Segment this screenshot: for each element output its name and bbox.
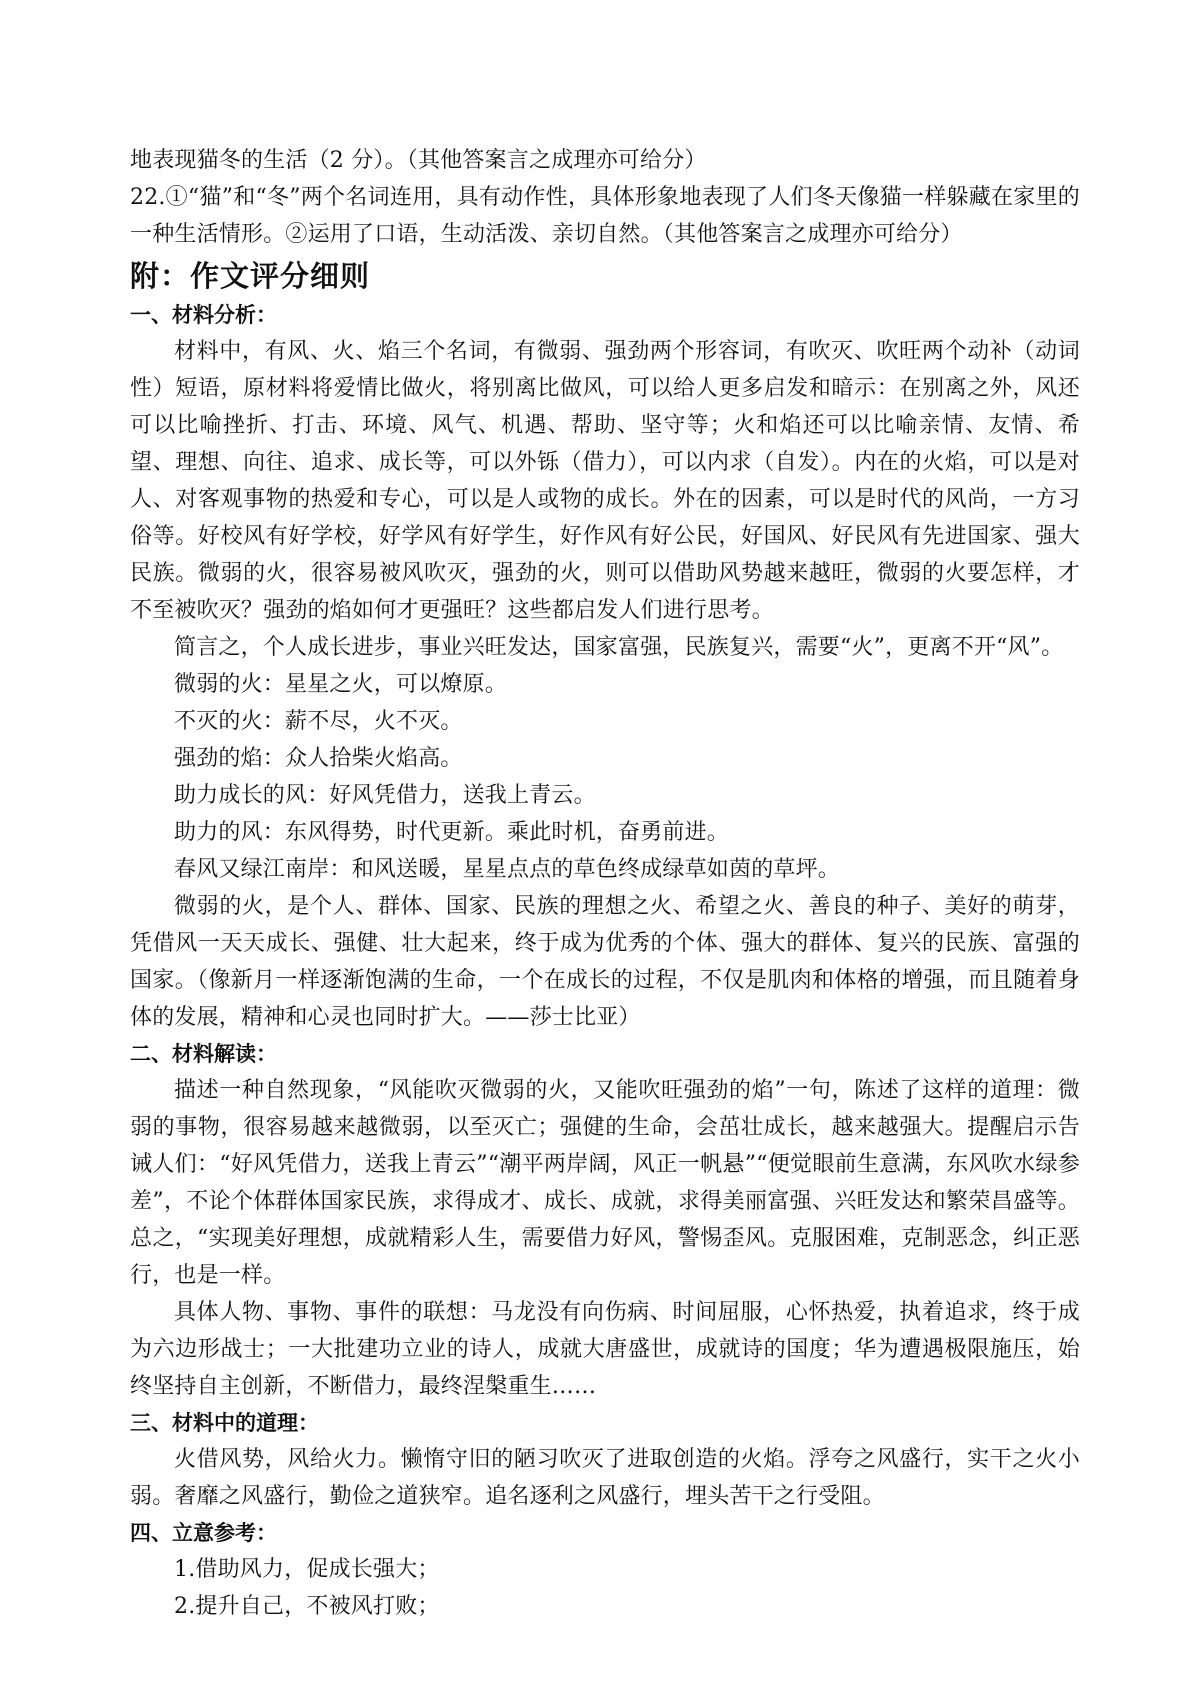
section-material-analysis [130,297,1080,1036]
answer-q22: 22.①“猫”和“冬”两个名词连用，具有动作性，具体形象地表现了人们冬天像猫一样躲藏在家里的一种生活情形。②运用了口语，生动活泼、亲切自然。（其他答案言之成理亦可给分） [130,185,1080,247]
list-item: 1.借助风力，促成长强大； [174,1557,440,1582]
answer-continuation: 地表现猫冬的生活（2 分）。（其他答案言之成理亦可给分） [130,148,707,173]
paragraph: 强劲的焰：众人拾柴火焰高。 [174,746,463,771]
paragraph: 具体人物、事物、事件的联想：马龙没有向伤病、时间屈服，心怀热爱，执着追求，终于成为六边形战士；一大批建功立业的诗人，成就大唐盛世，成就诗的国度；华为遭遇极限施压，始终坚持自主创新，不断借力，最终涅槃重生…… [130,1300,1080,1399]
paragraph: 微弱的火，是个人、群体、国家、民族的理想之火、希望之火、善良的种子、美好的萌芽，凭借风一天天成长、强健、壮大起来，终于成为优秀的个体、强大的群体、复兴的民族、富强的国家。（像新月一样逐渐饱满的生命，一个在成长的过程，不仅是肌肉和体格的增强，而且随着身体的发展，精神和心灵也同时扩大。——莎士比亚） [130,894,1080,1030]
section-heading: 二、材料解读： [130,1042,277,1066]
appendix-title: 附：作文评分细则 [130,259,371,293]
paragraph: 不灭的火：薪不尽，火不灭。 [174,709,463,734]
list-item: 2.提升自己，不被风打败； [174,1594,440,1619]
paragraph: 微弱的火：星星之火，可以燎原。 [174,672,508,697]
paragraph: 描述一种自然现象，“风能吹灭微弱的火，又能吹旺强劲的焰”一句，陈述了这样的道理：微弱的事物，很容易越来越微弱，以至灭亡；强健的生命，会茁壮成长，越来越强大。提醒启示告诫人们：“好风凭借力，送我上青云”“潮平两岸阔，风正一帆悬”“便觉眼前生意满，东风吹水绿参差”，不论个体群体国家民族，求得成才、成长、成就，求得美丽富强、兴旺发达和繁荣昌盛等。总之，“实现美好理想，成就精彩人生，需要借力好风，警惕歪风。克服困难，克制恶念，纠正恶行，也是一样。 [130,1078,1080,1288]
paragraph: 春风又绿江南岸：和风送暖，星星点点的草色终成绿草如茵的草坪。 [174,857,841,882]
section-heading: 一、材料分析： [130,303,277,327]
paragraph: 火借风势，风给火力。懒惰守旧的陋习吹灭了进取创造的火焰。浮夸之风盛行，实干之火小弱。奢靡之风盛行，勤俭之道狭窄。追名逐利之风盛行，埋头苦干之行受阻。 [130,1447,1080,1509]
section-material-interpretation [130,1036,1080,1405]
paragraph: 材料中，有风、火、焰三个名词，有微弱、强劲两个形容词，有吹灭、吹旺两个动补（动词性）短语，原材料将爱情比做火，将别离比做风，可以给人更多启发和暗示：在别离之外，风还可以比喻挫折、打击、环境、风气、机遇、帮助、坚守等；火和焰还可以比喻亲情、友情、希望、理想、向往、追求、成长等，可以外铄（借力），可以内求（自发）。内在的火焰，可以是对人、对客观事物的热爱和专心，可以是人或物的成长。外在的因素，可以是时代的风尚，一方习俗等。好校风有好学校，好学风有好学生，好作风有好公民，好国风、好民风有先进国家、强大民族。微弱的火，很容易被风吹灭，强劲的火，则可以借助风势越来越旺，微弱的火要怎样，才不至被吹灭？强劲的焰如何才更强旺？这些都启发人们进行思考。 [130,339,1080,623]
section-heading: 四、立意参考： [130,1521,277,1545]
section-heading: 三、材料中的道理： [130,1411,319,1435]
paragraph: 简言之，个人成长进步，事业兴旺发达，国家富强，民族复兴，需要“火”，更离不开“风”。 [174,635,1064,660]
section-theme-reference [130,1515,1080,1625]
paragraph: 助力成长的风：好风凭借力，送我上青云。 [174,783,596,808]
paragraph: 助力的风：东风得势，时代更新。乘此时机，奋勇前进。 [174,820,730,845]
section-material-reasoning [130,1405,1080,1515]
document-page [130,142,1080,1625]
